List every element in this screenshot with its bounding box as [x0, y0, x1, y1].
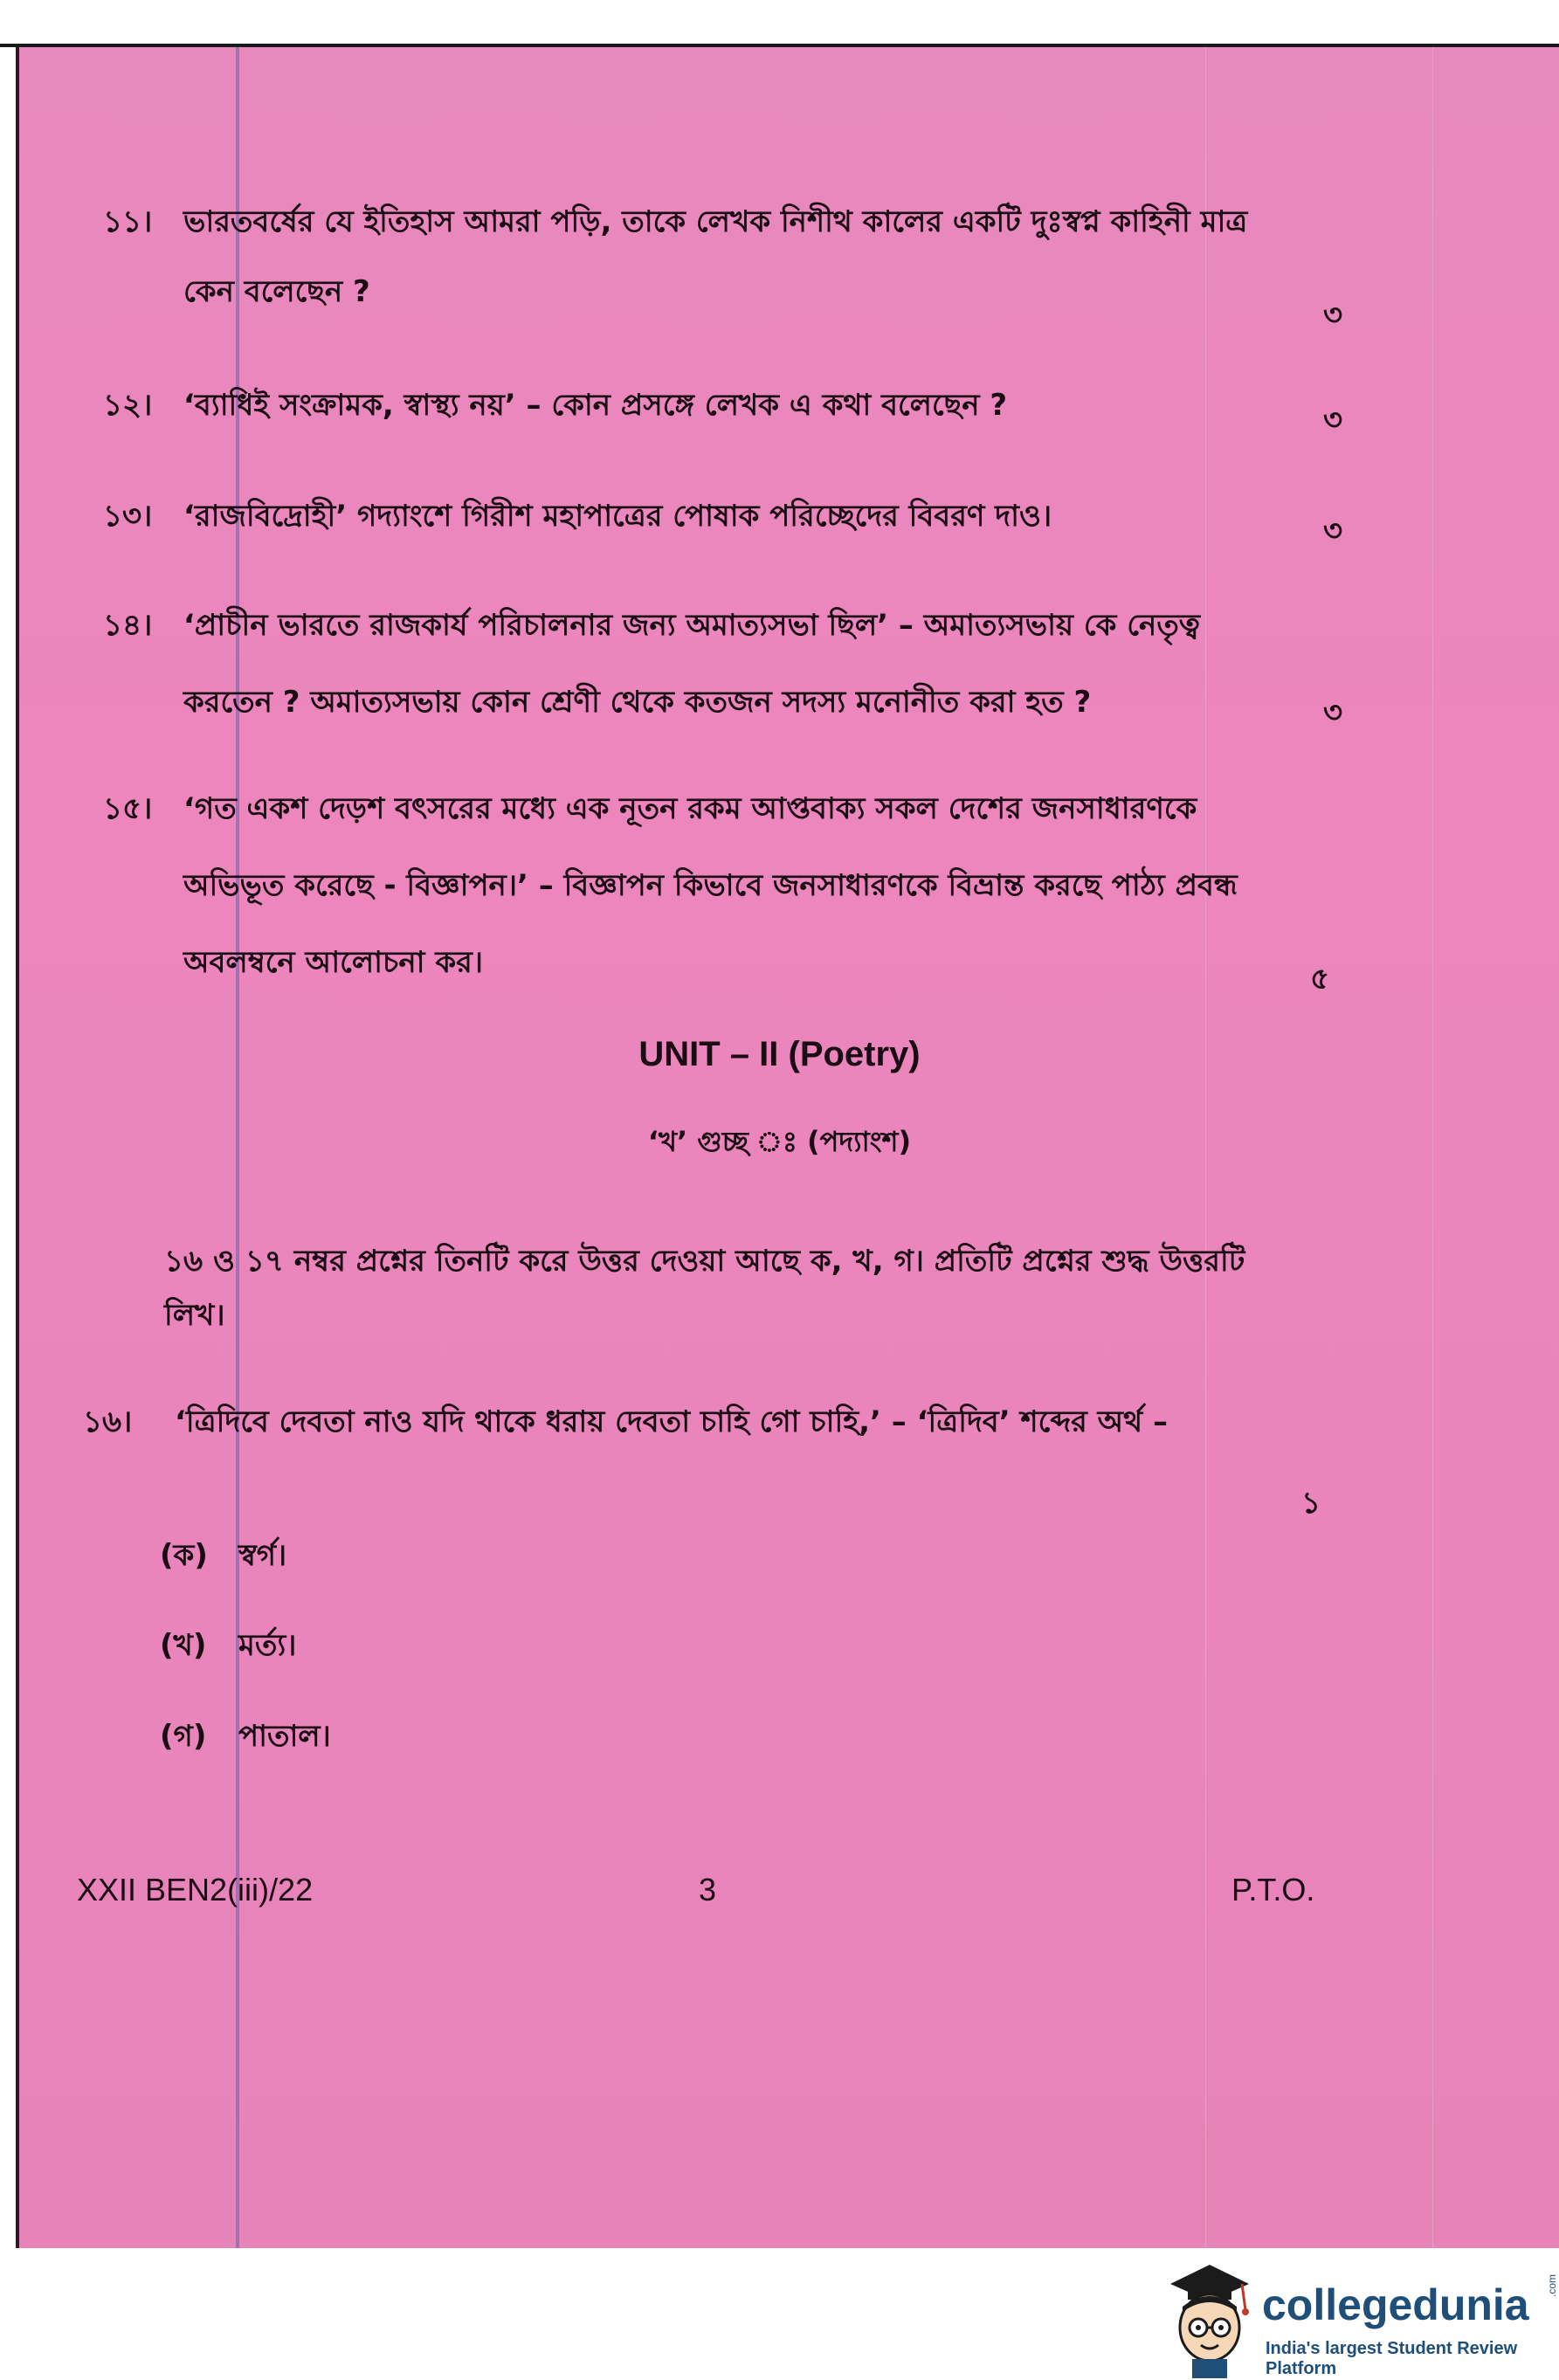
option-label: (ক) [160, 1538, 208, 1573]
question-text-line: করতেন ? অমাত্যসভায় কোন শ্রেণী থেকে কতজন সদস্য মনোনীত করা হত ? [183, 685, 1092, 720]
question-text-line: ভারতবর্ষের যে ইতিহাস আমরা পড়ি, তাকে লেখক নিশীথ কালের একটি দুঃস্বপ্ন কাহিনী মাত্র [183, 204, 1248, 239]
option-ga [160, 1714, 331, 1763]
option-kha [160, 1623, 296, 1673]
page-number: 3 [699, 1872, 717, 1907]
marks-value: ৩ [1323, 695, 1343, 730]
question-text-line: ‘প্রাচীন ভারতে রাজকার্য পরিচালনার জন্য অমাত্যসভা ছিল’ – অমাত্যসভায় কে নেতৃত্ব [183, 608, 1201, 643]
option-text: পাতাল। [238, 1719, 331, 1754]
brand-name: collegedunia [1262, 2280, 1529, 2329]
unit-subtitle: ‘খ’ গুচ্ছ ঃ (পদ্যাংশ) [647, 1125, 912, 1158]
question-number: ১৩। [103, 499, 153, 534]
question-number: ১৪। [103, 608, 153, 643]
question-number: ১৫। [103, 791, 153, 826]
instructions-line: লিখ। [164, 1298, 225, 1333]
marks-value: ৩ [1323, 514, 1343, 548]
question-number: ১১। [103, 204, 153, 239]
option-label: (খ) [160, 1628, 207, 1663]
option-text: স্বর্গ। [238, 1538, 287, 1573]
brand-domain-suffix: .com [1546, 2273, 1558, 2297]
question-text-line: ‘ত্রিদিবে দেবতা নাও যদি থাকে ধরায় দেবতা চাহি গো চাহি,’ – ‘ত্রিদিব’ শব্দের অর্থ – [175, 1404, 1168, 1439]
unit-title: UNIT – II (Poetry) [638, 1035, 921, 1073]
option-label: (গ) [160, 1719, 207, 1754]
brand-tagline: India's largest Student Review Platform [1266, 2339, 1518, 2378]
collegedunia-watermark [1157, 2253, 1559, 2380]
option-text: মর্ত্য। [238, 1628, 297, 1663]
question-text-line: ‘গত একশ দেড়শ বৎসরের মধ্যে এক নূতন রকম আপ্তবাক্য সকল দেশের জনসাধারণকে [183, 791, 1197, 826]
student-mascot-icon [1162, 2258, 1258, 2380]
question-text-line: অভিভূত করেছে - বিজ্ঞাপন।’ – বিজ্ঞাপন কিভাবে জনসাধারণকে বিভ্রান্ত করছে পাঠ্য প্রবন্ধ [183, 868, 1238, 903]
option-ka [160, 1533, 286, 1583]
marks-value: ৩ [1323, 403, 1343, 438]
question-text-line: ‘রাজবিদ্রোহী’ গদ্যাংশে গিরীশ মহাপাত্রের পোষাক পরিচ্ছেদের বিবরণ দাও। [183, 499, 1052, 534]
paper-code: XXII BEN2(iii)/22 [77, 1872, 314, 1907]
question-number: ১২। [103, 388, 153, 423]
question-number: ১৬। [83, 1404, 133, 1439]
question-text-line: ‘ব্যাধিই সংক্রামক, স্বাস্থ্য নয়’ – কোন প্রসঙ্গে লেখক এ কথা বলেছেন ? [183, 388, 1008, 423]
question-text-line: কেন বলেছেন ? [183, 274, 370, 309]
marks-value: ১ [1301, 1486, 1321, 1521]
marks-value: ৫ [1310, 962, 1330, 997]
top-band [0, 0, 1559, 45]
marks-value: ৩ [1323, 298, 1343, 333]
question-text-line: অবলম্বনে আলোচনা কর। [183, 945, 484, 980]
pto-label: P.T.O. [1231, 1872, 1315, 1907]
instructions-line: ১৬ ও ১৭ নম্বর প্রশ্নের তিনটি করে উত্তর দেওয়া আছে ক, খ, গ। প্রতিটি প্রশ্নের শুদ্ধ উত্তরটি [164, 1244, 1245, 1279]
